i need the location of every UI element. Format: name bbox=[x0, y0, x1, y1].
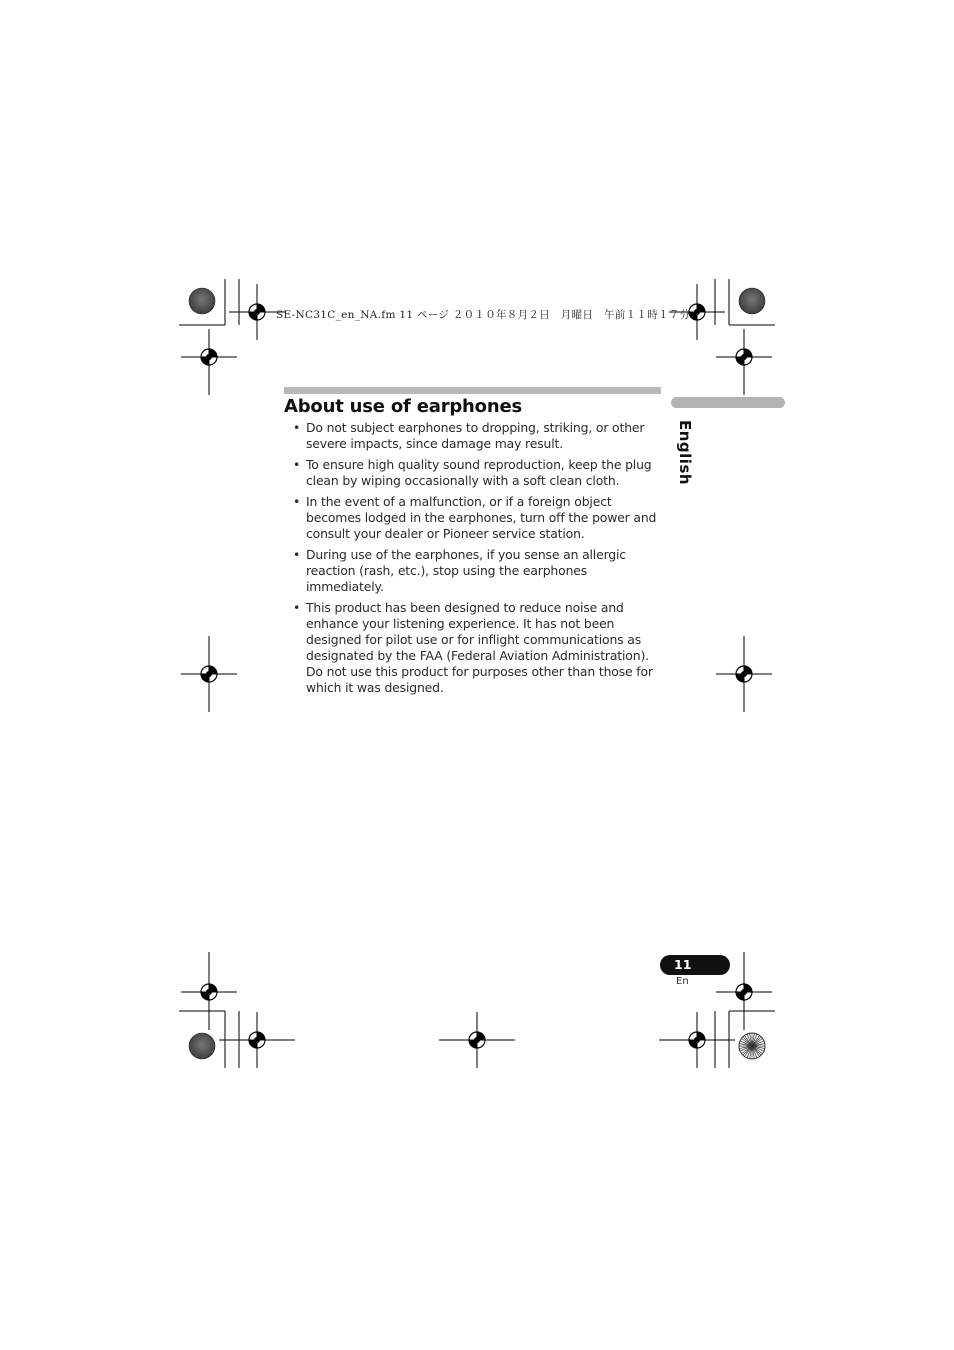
halftone-dot-icon bbox=[189, 1033, 215, 1059]
starburst-target-icon bbox=[739, 1033, 765, 1059]
language-tab-label: English bbox=[676, 420, 694, 486]
section-title: About use of earphones bbox=[284, 396, 522, 417]
list-item: • During use of the earphones, if you sense an allergic reaction (rash, etc.), stop using the earphones immediately. bbox=[284, 547, 664, 595]
list-item: • This product has been designed to reduce noise and enhance your listening experience. It has not been designed for pilot use or for inflight communications as designated by the FAA (Federal Aviation Administration). Do not use this product for purposes other than those for which it was designed. bbox=[284, 600, 664, 696]
starburst-target-icon bbox=[189, 288, 215, 314]
halftone-dot-icon bbox=[739, 288, 765, 314]
page-language-code: En bbox=[676, 976, 689, 987]
bullet-list bbox=[284, 420, 664, 701]
list-item: • To ensure high quality sound reproduction, keep the plug clean by wiping occasionally with a soft clean cloth. bbox=[284, 457, 664, 489]
list-item: • In the event of a malfunction, or if a foreign object becomes lodged in the earphones, turn off the power and consult your dealer or Pioneer service station. bbox=[284, 494, 664, 542]
page-number: 11 bbox=[660, 955, 730, 975]
print-slug: SE-NC31C_en_NA.fm 11 ページ ２０１０年８月２日 月曜日 午前１１時１７分 bbox=[276, 309, 691, 321]
section-bar bbox=[284, 387, 661, 394]
language-tab-bar bbox=[671, 397, 785, 408]
list-item: • Do not subject earphones to dropping, striking, or other severe impacts, since damage may result. bbox=[284, 420, 664, 452]
